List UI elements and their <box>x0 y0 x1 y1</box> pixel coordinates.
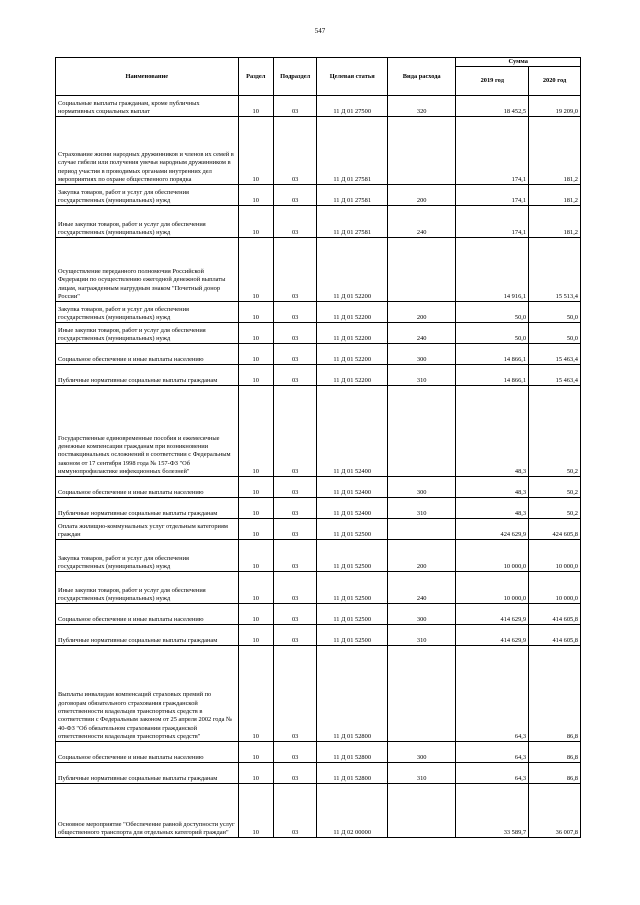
row-section: 10 <box>238 185 273 206</box>
row-value-2019: 18 452,5 <box>456 96 529 117</box>
row-value-2020: 10 000,0 <box>529 572 581 604</box>
header-year-2020: 2020 год <box>529 67 581 96</box>
row-section: 10 <box>238 646 273 742</box>
row-name: Социальные выплаты гражданам, кроме публичных нормативных социальных выплат <box>56 96 239 117</box>
row-subsection: 03 <box>273 784 317 838</box>
row-name: Иные закупки товаров, работ и услуг для обеспечения государственных (муниципальных) нужд <box>56 572 239 604</box>
row-article: 11 Д 01 52800 <box>317 742 388 763</box>
row-name: Публичные нормативные социальные выплаты гражданам <box>56 763 239 784</box>
page-number: 547 <box>314 27 326 35</box>
row-section: 10 <box>238 540 273 572</box>
row-article: 11 Д 01 27581 <box>317 117 388 185</box>
table-row <box>56 540 581 572</box>
row-expense-type: 240 <box>387 323 455 344</box>
row-subsection: 03 <box>273 604 317 625</box>
row-article: 11 Д 01 27581 <box>317 185 388 206</box>
row-article: 11 Д 01 52800 <box>317 646 388 742</box>
row-expense-type: 310 <box>387 625 455 646</box>
row-value-2019: 414 629,9 <box>456 625 529 646</box>
row-subsection: 03 <box>273 498 317 519</box>
table-row <box>56 96 581 117</box>
row-section: 10 <box>238 519 273 540</box>
row-section: 10 <box>238 323 273 344</box>
row-name: Публичные нормативные социальные выплаты гражданам <box>56 625 239 646</box>
row-section: 10 <box>238 784 273 838</box>
header-subsection: Подраздел <box>273 58 317 96</box>
budget-table <box>55 57 581 838</box>
row-value-2019: 50,0 <box>456 323 529 344</box>
header-expense-type: Вида расхода <box>387 58 455 96</box>
table-row <box>56 185 581 206</box>
row-expense-type: 310 <box>387 365 455 386</box>
row-value-2020: 181,2 <box>529 117 581 185</box>
row-value-2020: 181,2 <box>529 185 581 206</box>
row-name: Страхование жизни народных дружинников и членов их семей в случае гибели или получения увечья народным дружинником в период участия в проводимых органами внутренних дел мероприятиях по охране общественного порядка <box>56 117 239 185</box>
header-section: Раздел <box>238 58 273 96</box>
row-value-2020: 86,8 <box>529 763 581 784</box>
row-name: Осуществление переданного полномочия Российской Федерации по осуществлению ежегодной денежной выплаты лицам, награжденным нагрудным знаком "Почетный донор России" <box>56 238 239 302</box>
table-row <box>56 625 581 646</box>
row-value-2019: 48,3 <box>456 386 529 477</box>
row-value-2019: 14 916,1 <box>456 238 529 302</box>
row-value-2020: 50,2 <box>529 498 581 519</box>
row-value-2020: 15 513,4 <box>529 238 581 302</box>
row-article: 11 Д 01 52200 <box>317 238 388 302</box>
row-value-2020: 424 605,8 <box>529 519 581 540</box>
row-expense-type: 200 <box>387 540 455 572</box>
row-value-2020: 86,8 <box>529 646 581 742</box>
row-article: 11 Д 02 00000 <box>317 784 388 838</box>
row-subsection: 03 <box>273 742 317 763</box>
row-section: 10 <box>238 477 273 498</box>
table-row <box>56 604 581 625</box>
row-value-2019: 48,3 <box>456 498 529 519</box>
row-value-2019: 64,3 <box>456 763 529 784</box>
row-name: Иные закупки товаров, работ и услуг для обеспечения государственных (муниципальных) нужд <box>56 323 239 344</box>
row-expense-type: 200 <box>387 185 455 206</box>
row-article: 11 Д 01 52500 <box>317 572 388 604</box>
row-name: Социальное обеспечение и иные выплаты населению <box>56 344 239 365</box>
row-article: 11 Д 01 52400 <box>317 386 388 477</box>
row-value-2019: 10 000,0 <box>456 540 529 572</box>
row-expense-type <box>387 646 455 742</box>
row-name: Выплаты инвалидам компенсаций страховых премий по договорам обязательного страхования гражданской ответственности владельцев транспортных средств в соответствии с Федеральным законом от 25 апреля 2002 года № 40-ФЗ "Об обязательном страховании гражданской ответственности владельцев транспортных средств" <box>56 646 239 742</box>
row-expense-type <box>387 519 455 540</box>
table-row <box>56 117 581 185</box>
row-subsection: 03 <box>273 238 317 302</box>
row-article: 11 Д 01 52200 <box>317 365 388 386</box>
row-name: Основное мероприятие "Обеспечение равной доступности услуг общественного транспорта для отдельных категорий граждан" <box>56 784 239 838</box>
row-value-2020: 414 605,8 <box>529 625 581 646</box>
row-article: 11 Д 01 52400 <box>317 477 388 498</box>
header-sum: Сумма <box>456 58 581 67</box>
row-subsection: 03 <box>273 625 317 646</box>
row-subsection: 03 <box>273 96 317 117</box>
row-section: 10 <box>238 365 273 386</box>
row-name: Публичные нормативные социальные выплаты гражданам <box>56 365 239 386</box>
row-section: 10 <box>238 238 273 302</box>
row-value-2020: 181,2 <box>529 206 581 238</box>
row-article: 11 Д 01 52400 <box>317 498 388 519</box>
row-value-2019: 14 866,1 <box>456 344 529 365</box>
row-name: Публичные нормативные социальные выплаты гражданам <box>56 498 239 519</box>
row-article: 11 Д 01 52200 <box>317 302 388 323</box>
row-expense-type: 300 <box>387 477 455 498</box>
table-row <box>56 323 581 344</box>
row-expense-type: 310 <box>387 498 455 519</box>
row-subsection: 03 <box>273 646 317 742</box>
row-subsection: 03 <box>273 302 317 323</box>
row-value-2020: 15 463,4 <box>529 365 581 386</box>
row-article: 11 Д 01 52500 <box>317 604 388 625</box>
row-name: Оплата жилищно-коммунальных услуг отдельным категориям граждан <box>56 519 239 540</box>
row-article: 11 Д 01 52500 <box>317 519 388 540</box>
header-name: Наименование <box>56 58 239 96</box>
row-expense-type: 240 <box>387 206 455 238</box>
row-article: 11 Д 01 52500 <box>317 540 388 572</box>
row-expense-type: 200 <box>387 302 455 323</box>
row-section: 10 <box>238 96 273 117</box>
row-value-2019: 50,0 <box>456 302 529 323</box>
row-section: 10 <box>238 572 273 604</box>
table-row <box>56 572 581 604</box>
table-row <box>56 498 581 519</box>
row-value-2019: 174,1 <box>456 185 529 206</box>
row-value-2019: 174,1 <box>456 117 529 185</box>
row-value-2020: 50,0 <box>529 302 581 323</box>
row-article: 11 Д 01 52500 <box>317 625 388 646</box>
table-row <box>56 477 581 498</box>
row-value-2019: 33 589,7 <box>456 784 529 838</box>
row-section: 10 <box>238 386 273 477</box>
row-article: 11 Д 01 27581 <box>317 206 388 238</box>
row-name: Государственные единовременные пособия и ежемесячные денежные компенсации гражданам при возникновении поствакцинальных осложнений в соответствии с Федеральным законом от 17 сентября 1998 года № 157-ФЗ "Об иммунопрофилактике инфекционных болезней" <box>56 386 239 477</box>
table-row <box>56 206 581 238</box>
row-value-2020: 10 000,0 <box>529 540 581 572</box>
row-name: Социальное обеспечение и иные выплаты населению <box>56 477 239 498</box>
table-row <box>56 386 581 477</box>
header-article: Целевая статья <box>317 58 388 96</box>
row-expense-type: 310 <box>387 763 455 784</box>
table-row <box>56 784 581 838</box>
row-subsection: 03 <box>273 206 317 238</box>
row-subsection: 03 <box>273 323 317 344</box>
row-expense-type <box>387 386 455 477</box>
row-value-2020: 50,2 <box>529 386 581 477</box>
row-expense-type: 300 <box>387 344 455 365</box>
row-expense-type <box>387 117 455 185</box>
row-subsection: 03 <box>273 763 317 784</box>
row-expense-type: 320 <box>387 96 455 117</box>
row-name: Социальное обеспечение и иные выплаты населению <box>56 742 239 763</box>
row-value-2019: 14 866,1 <box>456 365 529 386</box>
row-section: 10 <box>238 206 273 238</box>
row-expense-type <box>387 784 455 838</box>
row-name: Закупка товаров, работ и услуг для обеспечения государственных (муниципальных) нужд <box>56 185 239 206</box>
row-section: 10 <box>238 117 273 185</box>
table-row <box>56 302 581 323</box>
row-value-2019: 64,3 <box>456 646 529 742</box>
row-name: Закупка товаров, работ и услуг для обеспечения государственных (муниципальных) нужд <box>56 302 239 323</box>
row-section: 10 <box>238 625 273 646</box>
row-article: 11 Д 01 52200 <box>317 344 388 365</box>
row-section: 10 <box>238 344 273 365</box>
row-section: 10 <box>238 604 273 625</box>
row-section: 10 <box>238 742 273 763</box>
row-subsection: 03 <box>273 572 317 604</box>
row-name: Закупка товаров, работ и услуг для обеспечения государственных (муниципальных) нужд <box>56 540 239 572</box>
row-name: Социальное обеспечение и иные выплаты населению <box>56 604 239 625</box>
row-subsection: 03 <box>273 365 317 386</box>
row-value-2020: 19 209,0 <box>529 96 581 117</box>
row-subsection: 03 <box>273 344 317 365</box>
row-section: 10 <box>238 498 273 519</box>
row-expense-type <box>387 238 455 302</box>
table-row <box>56 519 581 540</box>
row-expense-type: 300 <box>387 742 455 763</box>
row-subsection: 03 <box>273 117 317 185</box>
row-expense-type: 300 <box>387 604 455 625</box>
row-subsection: 03 <box>273 386 317 477</box>
row-value-2020: 50,2 <box>529 477 581 498</box>
row-value-2019: 414 629,9 <box>456 604 529 625</box>
row-value-2019: 424 629,9 <box>456 519 529 540</box>
row-value-2020: 15 463,4 <box>529 344 581 365</box>
row-section: 10 <box>238 763 273 784</box>
row-value-2019: 174,1 <box>456 206 529 238</box>
row-value-2019: 10 000,0 <box>456 572 529 604</box>
row-article: 11 Д 01 52800 <box>317 763 388 784</box>
row-value-2020: 50,0 <box>529 323 581 344</box>
table-body <box>56 96 581 838</box>
row-article: 11 Д 01 27500 <box>317 96 388 117</box>
row-name: Иные закупки товаров, работ и услуг для обеспечения государственных (муниципальных) нужд <box>56 206 239 238</box>
row-expense-type: 240 <box>387 572 455 604</box>
table-row <box>56 365 581 386</box>
row-value-2020: 86,8 <box>529 742 581 763</box>
row-value-2019: 64,3 <box>456 742 529 763</box>
row-subsection: 03 <box>273 185 317 206</box>
header-year-2019: 2019 год <box>456 67 529 96</box>
row-subsection: 03 <box>273 540 317 572</box>
row-value-2019: 48,3 <box>456 477 529 498</box>
table-row <box>56 344 581 365</box>
row-subsection: 03 <box>273 519 317 540</box>
row-subsection: 03 <box>273 477 317 498</box>
row-value-2020: 36 007,8 <box>529 784 581 838</box>
table-row <box>56 646 581 742</box>
table-row <box>56 763 581 784</box>
table-row <box>56 238 581 302</box>
row-article: 11 Д 01 52200 <box>317 323 388 344</box>
row-section: 10 <box>238 302 273 323</box>
row-value-2020: 414 605,8 <box>529 604 581 625</box>
table-row <box>56 742 581 763</box>
